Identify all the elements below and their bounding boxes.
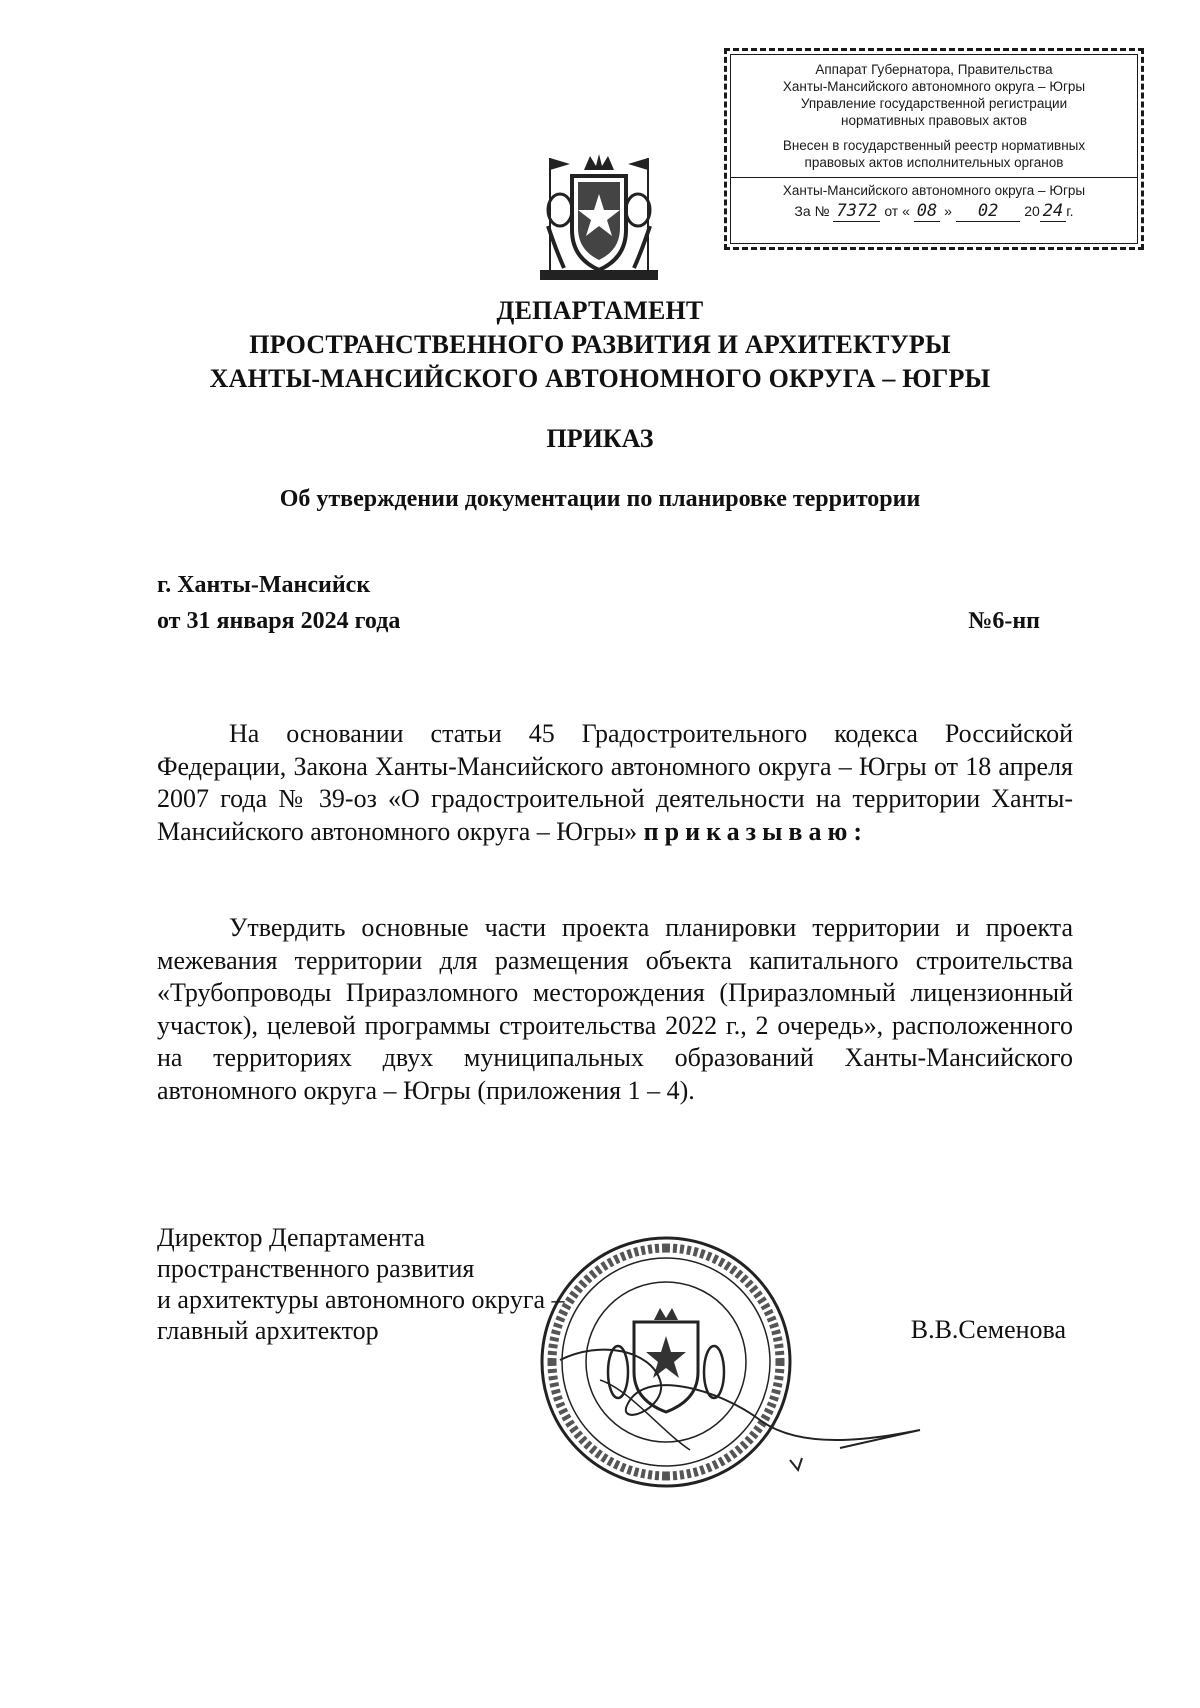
signer-position-line: и архитектуры автономного округа – [157,1285,565,1314]
stamp-year-suffix: г. [1066,203,1074,219]
stamp-date-prefix: от « [884,203,910,219]
stamp-day: 08 [914,201,940,222]
stamp-day-suffix: » [944,203,952,219]
document-place: г. Ханты-Мансийск [157,572,371,598]
stamp-line: Аппарат Губернатора, Правительства [815,62,1053,77]
department-line: ДЕПАРТАМЕНТ [496,296,704,325]
registration-stamp [724,48,1144,250]
stamp-line: Управление государственной регистрации [800,96,1068,111]
stamp-month: 02 [956,201,1020,222]
stamp-year: 24 [1040,201,1066,222]
department-line: ХАНТЫ-МАНСИЙСКОГО АВТОНОМНОГО ОКРУГА – ЮГРЫ [209,364,991,393]
stamp-number: 7372 [833,201,880,222]
stamp-divider [731,177,1137,178]
document-type: ПРИКАЗ [546,424,654,453]
coat-of-arms-icon [536,150,662,288]
stamp-line: Ханты-Мансийского автономного округа – Югры [782,79,1086,94]
order-word: приказываю [643,816,854,846]
stamp-number-prefix: За № [794,203,830,219]
document-subject: Об утверждении документации по планировке территории [279,486,921,512]
order-paragraph: Утвердить основные части проекта планировки территории и проекта межевания территории для размещения объекта капитального строительства «Трубопроводы Приразломного месторождения (Приразломный лицензионный участок), целевой программы строительства 2022 г., 2 очередь», расположенного на территориях двух муниципальных образований Ханты-Мансийского автономного округа – Югры (приложения 1 – 4). [157,913,1073,1105]
signer-name: В.В.Семенова [910,1315,1066,1344]
order-colon: : [853,816,862,846]
stamp-region-line: Ханты-Мансийского автономного округа – Югры [782,183,1086,198]
preamble-text: На основании статьи 45 Градостроительного кодекса Российской Федерации, Закона Ханты-Мансийского автономного округа – Югры от 18 апреля 2007 года № 39-оз «О градостроительной деятельности на территории Ханты-Мансийского автономного округа – Югры» [157,719,1073,846]
department-line: ПРОСТРАНСТВЕННОГО РАЗВИТИЯ И АРХИТЕКТУРЫ [249,330,951,359]
stamp-line: нормативных правовых актов [840,113,1028,128]
document-number: №6-нп [968,608,1040,634]
signer-position-line: главный архитектор [157,1316,379,1345]
stamp-entered-line: правовых актов исполнительных органов [804,155,1064,170]
handwritten-signature-icon [540,1320,940,1490]
stamp-entered-line: Внесен в государственный реестр нормативных [782,138,1086,153]
signer-position-line: пространственного развития [157,1254,475,1283]
signer-position-line: Директор Департамента [157,1223,426,1252]
preamble-paragraph [157,718,1073,848]
signer-position [157,1222,565,1346]
stamp-registration-line [737,203,1131,220]
document-date: от 31 января 2024 года [157,608,401,634]
stamp-year-prefix: 20 [1024,203,1040,219]
